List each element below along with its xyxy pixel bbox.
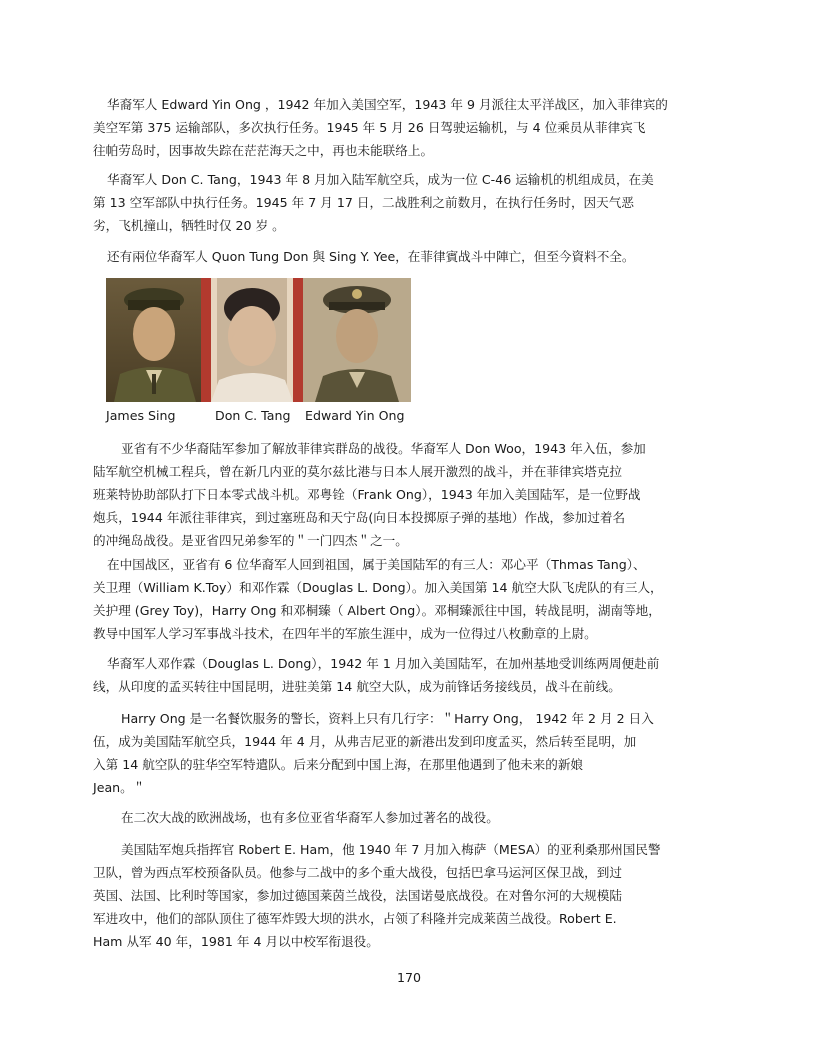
paragraph-philippines: [93, 437, 725, 552]
text-line: 亚省有不少华裔陆军参加了解放菲律宾群岛的战役。华裔军人 Don Woo，1943 年入伍，参加: [121, 441, 646, 456]
paragraph-edward-yin-ong: [93, 93, 725, 162]
page-number: 170: [396, 970, 422, 985]
paragraph-china-theater: [93, 553, 725, 645]
text-line: 班莱特协助部队打下日本零式战斗机。邓粤铨（Frank Ong），1943 年加入美国陆军，是一位野战: [93, 487, 641, 502]
text-line: 关护理 (Grey Toy)，Harry Ong 和邓桐臻（ Albert Ong）。邓桐臻派往中国，转战昆明，湖南等地，: [93, 603, 661, 618]
text-line: 线，从印度的孟买转往中国昆明，进驻美第 14 航空大队，成为前锋话务接线员，战斗在前线。: [93, 679, 621, 694]
caption-don-c-tang: Don C. Tang: [215, 408, 291, 423]
text-line: 劣，飞机撞山，牺牲时仅 20 岁 。: [93, 218, 285, 233]
paragraph-douglas-dong: [93, 652, 725, 698]
caption-edward-yin-ong: Edward Yin Ong: [305, 408, 405, 423]
text-line: 教导中国军人学习军事战斗技术，在四年半的军旅生涯中，成为一位得过八枚勳章的上尉。: [93, 626, 597, 641]
text-line: 还有兩位华裔军人 Quon Tung Don 與 Sing Y. Yee，在菲律賓战斗中陣亡，但至今資料不全。: [107, 249, 635, 264]
caption-james-sing: James Sing: [106, 408, 176, 423]
text-line: 在中国战区，亚省有 6 位华裔军人回到祖国，属于美国陆军的有三人：邓心平（Thmas Tang）、: [107, 557, 646, 572]
text-line: 卫队，曾为西点军校预备队员。他参与二战中的多个重大战役，包括巴拿马运河区保卫战，到过: [93, 865, 622, 880]
text-line: 往帕劳岛时，因事故失踪在茫茫海天之中，再也未能联络上。: [93, 143, 434, 158]
text-line: 美空军第 375 运输部队，多次执行任务。1945 年 5 月 26 日驾驶运输机，与 4 位乘员从菲律宾飞: [93, 120, 646, 135]
text-line: Ham 从军 40 年，1981 年 4 月以中校军衔退役。: [93, 934, 379, 949]
portrait-photos: [106, 278, 411, 402]
text-line: 的冲绳岛战役。是亚省四兄弟参军的＂一门四杰＂之一。: [93, 533, 408, 548]
photo-edward-yin-ong: [303, 278, 411, 402]
paragraph-harry-ong: [93, 707, 725, 799]
photo-don-c-tang: [201, 278, 303, 402]
paragraph-robert-ham: [93, 838, 725, 953]
text-line: 军进攻中，他们的部队顶住了德军炸毁大坝的洪水，占领了科隆并完成莱茵兰战役。Robert E.: [93, 911, 617, 926]
text-line: 华裔军人 Edward Yin Ong ，1942 年加入美国空军，1943 年 9 月派往太平洋战区，加入菲律宾的: [107, 97, 668, 112]
text-line: 关卫理（William K.Toy）和邓作霖（Douglas L. Dong）。加入美国第 14 航空大队飞虎队的有三人，: [93, 580, 663, 595]
text-line: 陆军航空机械工程兵，曾在新几内亚的莫尔兹比港与日本人展开激烈的战斗，并在菲律宾塔克拉: [93, 464, 622, 479]
text-line: 美国陆军炮兵指挥官 Robert E. Ham，他 1940 年 7 月加入梅萨（MESA）的亚利桑那州国民警: [121, 842, 661, 857]
text-line: 华裔军人 Don C. Tang，1943 年 8 月加入陆军航空兵，成为一位 C-46 运输机的机组成员，在美: [107, 172, 654, 187]
photo-james-sing: [106, 278, 201, 402]
paragraph-don-c-tang: [93, 168, 725, 237]
text-line: 入第 14 航空队的驻华空军特遣队。后来分配到中国上海，在那里他遇到了他未来的新娘: [93, 757, 584, 772]
text-line: 在二次大战的欧洲战场，也有多位亚省华裔军人参加过著名的战役。: [121, 810, 499, 825]
paragraph-others: [93, 245, 725, 268]
paragraph-europe: [93, 806, 725, 829]
text-line: 伍，成为美国陆军航空兵，1944 年 4 月，从弗吉尼亚的新港出发到印度孟买，然后转至昆明，加: [93, 734, 637, 749]
text-line: Harry Ong 是一名餐饮服务的警长，资料上只有几行字：＂Harry Ong， 1942 年 2 月 2 日入: [121, 711, 654, 726]
text-line: Jean。＂: [93, 780, 146, 795]
text-line: 英国、法国、比利时等国家，参加过德国莱茵兰战役，法国诺曼底战役。在对鲁尔河的大规模陆: [93, 888, 622, 903]
text-line: 炮兵，1944 年派往菲律宾，到过塞班岛和天宁岛(向日本投掷原子弹的基地）作战，参加过着名: [93, 510, 626, 525]
text-line: 华裔军人邓作霖（Douglas L. Dong），1942 年 1 月加入美国陆军，在加州基地受训练两周便赴前: [107, 656, 660, 671]
text-line: 第 13 空军部队中执行任务。1945 年 7 月 17 日，二战胜利之前数月，在执行任务时，因天气恶: [93, 195, 634, 210]
